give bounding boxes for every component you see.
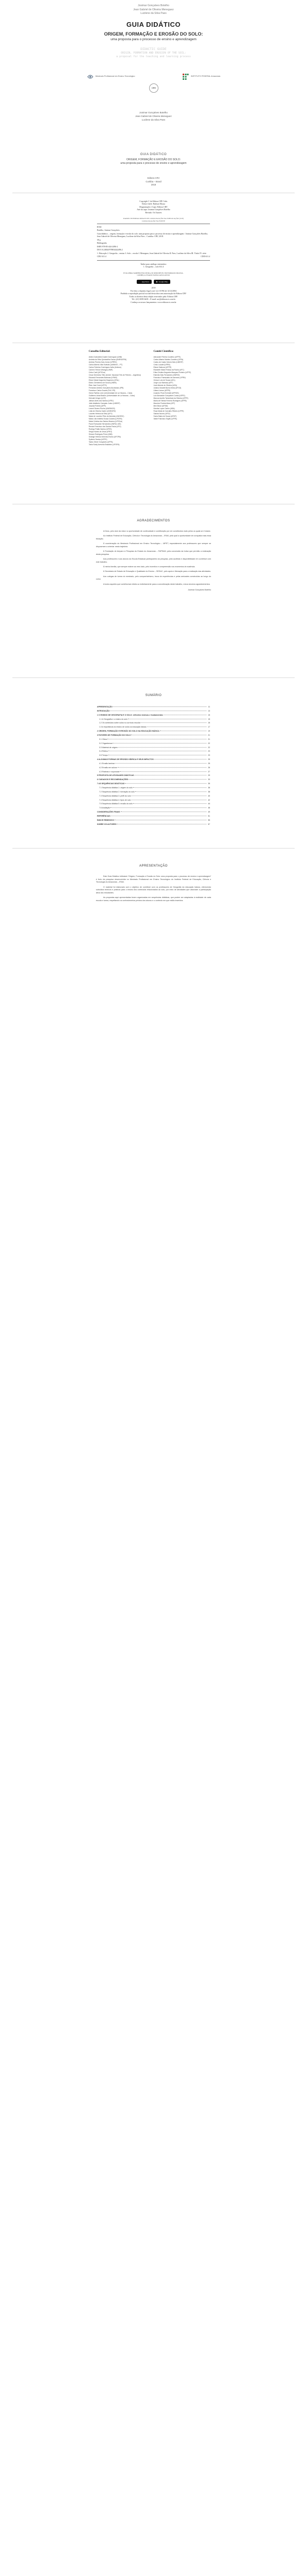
board-member: Cesar Gerônimo Tello (Univer. Nacional Três de Febrero – Argentina) bbox=[89, 374, 141, 376]
note-line: ESTA OBRA TAMBÉM ENCONTRA-SE DISPONÍVEL EM FORMATO DIGITAL. bbox=[123, 272, 184, 274]
board-member: Carlos Alberto Vilar Estêvão (UMINHO – PT) bbox=[89, 363, 123, 366]
toc-label: 4 ALGUMAS FORMAS DE EROSÃO HÍDRICA E SEUS IMPACTOS bbox=[97, 758, 154, 761]
toc-entry[interactable] bbox=[97, 807, 210, 809]
toc-label: 1.1 A Geografia e o ensino do solo bbox=[99, 718, 127, 720]
cover-title: GUIA DIDÁTICO bbox=[126, 20, 181, 28]
toc-label: 7 AS SEQUÊNCIAS DIDÁTICAS bbox=[97, 783, 125, 785]
board-member: Sandra Nunes (UFSJ) bbox=[153, 412, 170, 415]
cover-page bbox=[0, 0, 307, 98]
paragraph: À Fundação de Amparo à Pesquisa do Estado do Amazonas – FAPEAM, pela concessão da bolsa que permitiu a realização desta pesquisa. bbox=[96, 550, 211, 555]
editorial-board bbox=[89, 350, 150, 504]
title-page-publisher bbox=[0, 177, 307, 187]
toc-entry[interactable] bbox=[97, 767, 210, 769]
toc-leader bbox=[133, 787, 206, 788]
board-member: Paulo Romualdo Hernandes (UNIFAL-MG) bbox=[89, 422, 121, 425]
toc-page-number: 16 bbox=[208, 722, 210, 724]
paragraph: As propostas aqui apresentadas foram organizadas em sequências didáticas, que podem ser adaptadas à realidade de cada escola e turma, respeitando os conhecimentos prévios dos alunos e o contexto em que estão inseridos. bbox=[96, 896, 211, 902]
toc-page-number: 21 bbox=[208, 738, 210, 740]
toc-entry[interactable] bbox=[97, 799, 210, 802]
cip-line: DADOS INTERNACIONAIS DE CATALOGAÇÃO NA PUBLICAÇÃO (CIP) bbox=[123, 217, 184, 220]
footer-line: Foi feito o depósito legal conf. Lei 10.994 de 14/12/2004 bbox=[131, 290, 176, 292]
card-line: 58 p. bbox=[97, 239, 101, 241]
toc-entry[interactable] bbox=[97, 762, 210, 765]
toc-label: 7.4 Sequência didática 4: tipos de solo bbox=[99, 799, 131, 801]
paragraph: A Deus, pelo dom da vida e a oportunidade de continuidade e contribuição por ver constituídos mais pelos os quais se é lutado. bbox=[103, 530, 211, 533]
board-member: Luiz Alexandre Gonçalves Cunha (UEPG) bbox=[153, 394, 185, 397]
card-line: 1. Educação 2. Geografia – ensino 3. Solo – erosão I. Meneguez, Jean Gabriel de Oliveira II. Paes, Lucilene da Silva III. Título IV. série bbox=[97, 252, 206, 255]
ifam-logo-icon bbox=[182, 73, 189, 80]
toc-entry[interactable] bbox=[97, 734, 210, 737]
board-member: Leonel Severo Rocha (UNISINOS) bbox=[89, 407, 115, 410]
toc-page-number: 33 bbox=[208, 778, 210, 781]
toc-label: 6 CUIDADOS E RECOMENDAÇÕES bbox=[97, 778, 128, 781]
toc-page-number: 11 bbox=[208, 706, 210, 708]
toc-entry[interactable] bbox=[97, 795, 210, 798]
toc-label: INTRODUÇÃO bbox=[97, 709, 110, 712]
board-member: Gloria Fariñas León (Universidade de La Havana – Cuba) bbox=[89, 392, 133, 394]
toc-label: 3.2 Organismos bbox=[99, 742, 112, 744]
card-line: Guia didático – origem, formação e erosão do solo: uma proposta para o processo de ensino e aprendizagem / Josimar Gonçalves Botelho, Jean Gabriel de Oliveira Meneguez, Lucilene da Silva Paes – Curitiba: CRV, 2018. bbox=[97, 232, 208, 238]
board-member: Carmen Tereza Velanga (UNIR) bbox=[89, 368, 113, 371]
publisher-city: Curitiba – Brasil bbox=[146, 180, 161, 183]
toc-label: 7.5 Sequência didática 5: erosão do solo bbox=[99, 803, 133, 805]
toc-page-number: 35 bbox=[208, 783, 210, 785]
title-page-subtitle-line: ORIGEM, FORMAÇÃO E EROSÃO DO SOLO: bbox=[126, 158, 181, 162]
cover-logos bbox=[87, 70, 220, 83]
board-member: Josania Portela (UFPI) bbox=[89, 404, 106, 407]
toc-page-number: 49 bbox=[208, 811, 210, 814]
cdd-code: CDD 631.4 bbox=[201, 256, 210, 258]
toc-label: 3.4 Relevo bbox=[99, 750, 108, 753]
toc-label: 7.3 Sequência didática 3: perfil do solo bbox=[99, 794, 131, 797]
toc-page-number: 51 bbox=[208, 815, 210, 817]
board-member: Fernando Antônio Gonçalves Alcoforado (IPB) bbox=[89, 386, 124, 389]
board-member: Jailson Alves dos Santos (UFRJ) bbox=[89, 399, 114, 402]
ifam-logo-text: INSTITUTO FEDERAL Amazonas bbox=[190, 75, 220, 78]
toc-page-number: 36 bbox=[208, 786, 210, 789]
title-page bbox=[0, 105, 307, 193]
toc-page-number: 55 bbox=[208, 819, 210, 821]
paragraph: Este Guia Didático intitulado “Origem, Formação e Erosão do Solo: uma proposta para o processo de ensino e aprendizagem” é fruto da pesquisa desenvolvida no Mestrado Profissional em Ensino Tecnológico do Instituto Federal de Educação, Ciência e Tecnologia do Amazonas – IFAM. bbox=[96, 875, 211, 884]
toc-entry[interactable] bbox=[97, 819, 210, 822]
card-line: Botelho, Josimar Gonçalves. bbox=[97, 229, 120, 232]
toc-leader bbox=[121, 811, 206, 812]
toc-entry[interactable] bbox=[97, 754, 210, 757]
paragraph: Ao Instituto Federal de Educação, Ciência e Tecnologia do Amazonas – IFAM, pela qual a oportunidade de conquista mais essa titulação. bbox=[96, 535, 211, 540]
acknowledgements-title: AGRADECIMENTOS bbox=[137, 519, 170, 522]
cover-authors bbox=[0, 0, 307, 16]
board-member: Antônio Pereira Gaio Júnior (UFRRJ) bbox=[89, 361, 117, 363]
board-member: Sérgio Nunes de Jesus (IFRO) bbox=[89, 430, 112, 433]
toc-entry[interactable] bbox=[97, 783, 210, 785]
footer-line: 2018 bbox=[151, 287, 156, 290]
english-subtitle: a proposal for the teaching and learning process bbox=[116, 55, 191, 59]
toc-label: 3 FATORES DE FORMAÇÃO DO SOLO bbox=[97, 734, 131, 736]
board-member: Helmuth Krüger (UCP) bbox=[89, 397, 106, 399]
cover-english-title bbox=[0, 47, 307, 59]
toc-page-number: 27 bbox=[208, 770, 210, 773]
footer-line: Proibida a reprodução parcial ou total desta obra sem autorização da Editora CRV bbox=[120, 293, 187, 295]
toc-leader bbox=[108, 751, 206, 752]
scientific-committee bbox=[154, 350, 215, 504]
toc-page-number: 44 bbox=[208, 803, 210, 805]
board-member: Guillermo Arias Beatón (Universidade de La Havana – Cuba) bbox=[89, 394, 135, 397]
board-member: Elizeu Clementino de Souza (UNEB) bbox=[89, 381, 117, 384]
toc-leader bbox=[132, 795, 206, 796]
author-name: Lucilene da Silva Paes bbox=[141, 118, 166, 121]
board-member: Carlos Alberto Martins Cordeiro (UFPA) bbox=[153, 358, 184, 361]
board-member: Sydione Santos (UEPG) bbox=[89, 438, 107, 440]
summary-page bbox=[0, 678, 307, 848]
toc-label: 1.3 A importância do ensino de solos na educação básica bbox=[99, 726, 147, 728]
editorial-board-title: Conselho Editorial: bbox=[89, 350, 110, 353]
toc-label: 5 PROPOSTA DE ATIVIDADES DIDÁTICAS bbox=[97, 774, 134, 777]
toc-page-number: 40 bbox=[208, 794, 210, 797]
catalog-card bbox=[97, 224, 210, 261]
toc-entry[interactable] bbox=[97, 815, 210, 818]
board-member: Francisco Carlos Duarte (PUC-PR) bbox=[89, 389, 116, 392]
toc-leader bbox=[110, 710, 206, 711]
toc-page-number: 19 bbox=[208, 730, 210, 733]
board-member: Solange Helena Ximenes-Rocha (UFOPA) bbox=[89, 435, 121, 438]
toc-page-number: 21 bbox=[208, 734, 210, 736]
toc-entry[interactable] bbox=[97, 823, 210, 826]
toc-label: 7.2 Sequência didática 2: formação do solo bbox=[99, 790, 135, 793]
board-member: Sonia Maria de Souza (UFMT) bbox=[153, 415, 177, 417]
toc-entry[interactable] bbox=[97, 787, 210, 789]
copyright-line: Diagramação e Capa: Editora CRV bbox=[139, 206, 168, 208]
store-badges bbox=[97, 280, 210, 284]
board-member: Renato Francisco dos Santos Paula (UFG) bbox=[89, 425, 121, 428]
index-title: Índice para catálogo sistemático bbox=[140, 263, 167, 265]
toc-entry[interactable] bbox=[97, 811, 210, 814]
english-label: DIDACTIC GUIDE bbox=[140, 47, 167, 51]
toc-page-number: 29 bbox=[208, 774, 210, 777]
toc-entry[interactable] bbox=[97, 714, 210, 717]
board-member: Tadeu Oliver Gonçalves (UFPA) bbox=[89, 440, 113, 443]
board-member: Nicolás Lopez Osório (UBA) bbox=[153, 407, 175, 410]
toc-label: 3.3 Material de origem bbox=[99, 746, 118, 749]
board-member: Maurício Portela Maia (UFF) bbox=[153, 402, 175, 404]
page-gap bbox=[0, 98, 307, 105]
toc-label: 7.6 Avaliação bbox=[99, 807, 110, 809]
toc-entry[interactable] bbox=[97, 791, 210, 793]
board-member: Celso Conti (UFSCar) bbox=[89, 371, 106, 374]
copyright-line: Editor-chefe: Railson Moura bbox=[142, 203, 165, 206]
card-line: ISBN 978-85-444-2496-2 bbox=[97, 245, 118, 248]
paragraph: O material foi elaborado com o objetivo de contribuir com os professores de Geografia da educação básica, oferecendo subsídios teóricos e práticos para o ensino dos conteúdos relacionados ao solo, por meio de atividades que valorizam a participação ativa dos estudantes. bbox=[96, 886, 211, 894]
toc-page-number: 22 bbox=[208, 742, 210, 744]
toc-label: 3.5 Tempo bbox=[99, 754, 108, 757]
toc-label: CONSIDERAÇÕES FINAIS bbox=[97, 811, 120, 814]
board-member: Maria de Lourdes Pinto de Almeida (UNOESC) bbox=[89, 415, 124, 417]
toc-page-number: 15 bbox=[208, 718, 210, 720]
board-member: Maria Cristina dos Santos Bezerra (UFSCar) bbox=[89, 420, 123, 422]
toc-entry[interactable] bbox=[97, 747, 210, 749]
systematic-index bbox=[97, 263, 210, 269]
toc-entry[interactable] bbox=[97, 706, 210, 708]
toc-label: ÍNDICE REMISSIVO bbox=[97, 819, 115, 821]
publisher-name: Editora CRV bbox=[147, 177, 160, 180]
toc-page-number: 26 bbox=[208, 766, 210, 769]
toc-label: REFERÊNCIAS bbox=[97, 815, 110, 817]
toc-leader bbox=[120, 771, 206, 772]
title-authors bbox=[0, 111, 307, 122]
board-member: Lisandro Pezzi Schmidt (UFRGS) bbox=[153, 392, 179, 394]
board-member: Jorge Luiz Barbosa (UFF) bbox=[153, 381, 173, 384]
board-member: Rosa Maria de Carvalho Ribeiro (UFPE) bbox=[153, 410, 184, 412]
index-line: 1. Geografia – solo 631.4 bbox=[143, 266, 164, 268]
toc-page-number: 23 bbox=[208, 750, 210, 753]
toc-page-number: 15 bbox=[208, 714, 210, 716]
toc-entry[interactable] bbox=[97, 774, 210, 777]
toc-page-number: 23 bbox=[208, 754, 210, 757]
toc-page-number: 25 bbox=[208, 758, 210, 761]
toc-entry[interactable] bbox=[97, 758, 210, 761]
board-member: Valdir Francisco Sayão (UFPA) bbox=[153, 417, 177, 420]
toc-leader bbox=[118, 747, 206, 748]
toc-label: SOBRE OS AUTORES bbox=[97, 823, 117, 825]
table-of-contents bbox=[97, 706, 210, 825]
editorial-board-page bbox=[0, 343, 307, 504]
mpet-logo-icon bbox=[87, 73, 94, 80]
toc-entry[interactable] bbox=[97, 742, 210, 745]
board-member: Liliana Lemos (UFPB) bbox=[153, 389, 170, 392]
paragraph: Aos professores e aos alunos da Escola Estadual participantes da pesquisa, pela acolhida e disponibilidade em contribuir com este trabalho. bbox=[96, 558, 211, 563]
board-member: Maria de Fátima Ferreira Rodrigues (UFPB) bbox=[153, 399, 187, 402]
toc-label: 7.1 Sequência didática 1: origem do solo bbox=[99, 786, 133, 789]
toc-leader bbox=[115, 763, 206, 764]
crv-publisher-mark: CRV bbox=[149, 83, 158, 93]
toc-leader bbox=[135, 775, 206, 776]
toc-page-number: 38 bbox=[208, 790, 210, 793]
ifam-logo bbox=[182, 73, 220, 80]
toc-entry[interactable] bbox=[97, 803, 210, 805]
toc-page-number: 25 bbox=[208, 762, 210, 765]
board-member: Gerson Luis de Souza (UEL) bbox=[153, 379, 175, 381]
cip-heading bbox=[97, 217, 210, 222]
board-member: Élsio José Corá (UFFS) bbox=[89, 384, 107, 386]
mpet-logo bbox=[87, 73, 135, 80]
paragraph: Aos colegas de turma do mestrado, pelo companheirismo, troca de experiências e pelas amizades construídas ao longo do curso. bbox=[96, 575, 211, 581]
note-line: CONHEÇA E BAIXE NOSSO APLICATIVO! bbox=[137, 274, 170, 277]
toc-entry[interactable] bbox=[97, 738, 210, 741]
toc-entry[interactable] bbox=[97, 722, 210, 724]
board-member: Erika Cristina Nogueira Marques Pinheiro (UFPE) bbox=[153, 371, 191, 374]
google-play-badge[interactable] bbox=[154, 280, 170, 284]
toc-leader bbox=[113, 706, 206, 707]
board-member: Tania Suely Azevedo Brasileiro (UFOPA) bbox=[89, 443, 120, 446]
board-member: Eduardo Fernandes Barbosa (UFMG) bbox=[89, 376, 118, 379]
toc-label: 1.2 Os conteúdos sobre solos no currículo escolar bbox=[99, 722, 140, 724]
editorial-board-list bbox=[89, 356, 150, 446]
mpet-logo-text: Mestrado Profissional em Ensino Tecnológico bbox=[95, 75, 135, 78]
board-member: Aldira Guimarães Duarte Domínguez (UNB) bbox=[89, 355, 122, 358]
toc-leader bbox=[135, 791, 206, 792]
acknowledgements-page bbox=[0, 504, 307, 677]
toc-page-number: 22 bbox=[208, 746, 210, 749]
toc-entry[interactable] bbox=[97, 778, 210, 781]
author-name: Jean Gabriel de Oliveira Meneguez bbox=[133, 8, 174, 11]
toc-page-number: 17 bbox=[208, 726, 210, 728]
scientific-committee-list bbox=[154, 356, 215, 420]
presentation-title: APRESENTAÇÃO bbox=[139, 865, 168, 868]
toc-entry[interactable] bbox=[97, 730, 210, 733]
board-member: João Adalberto Campato Junior (UNESP) bbox=[89, 402, 120, 404]
paragraph: À minha família, que sempre esteve ao meu lado, pelo incentivo e compreensão nos momentos de ausência. bbox=[103, 566, 196, 568]
board-member: Eliane Dalmora (UFPR) bbox=[153, 366, 172, 368]
card-line: Bibliografia bbox=[97, 242, 107, 245]
copyright-line: Arte da capa: Josimar Gonçalves Botelho bbox=[137, 209, 170, 211]
card-code: B748 bbox=[97, 226, 102, 228]
toc-leader bbox=[110, 807, 206, 808]
acknowledgements-signature: Josimar Gonçalves Botelho bbox=[188, 589, 211, 591]
toc-page-number: 57 bbox=[208, 823, 210, 825]
cover-subtitle-2: uma proposta para o processo de ensino e aprendizagem bbox=[110, 38, 197, 42]
toc-leader bbox=[125, 783, 206, 784]
footer-line: Tel.: (41) 3039-6418 – E-mail: sac@editoracrv.com.br bbox=[132, 298, 175, 301]
board-member: José Aldemir de Oliveira (UEA) bbox=[153, 384, 177, 386]
paragraph: À Secretaria de Estado de Educação e Qualidade do Ensino – SEDUC, pelo apoio e liberação para a realização das atividades. bbox=[103, 570, 211, 573]
board-member: Simone Rodrigues Pinto (UNB) bbox=[89, 433, 112, 435]
board-member: Meri Bezzi (UFSM) bbox=[153, 404, 168, 407]
toc-label: 4.3 Ravinas e voçorocas bbox=[99, 770, 120, 773]
app-store-label: App Store bbox=[141, 280, 149, 283]
digital-note bbox=[97, 272, 210, 277]
toc-label: APRESENTAÇÃO bbox=[97, 706, 112, 708]
footer-line: Conheça os nossos lançamentos: www.editoracrv.com.br bbox=[131, 301, 176, 303]
card-line: DOI 10.24824/978854442496.2 bbox=[97, 249, 123, 251]
board-member: Alexandre Pereira Coutinho (UFPE) bbox=[153, 355, 181, 358]
toc-label: 2 ORIGEM, FORMAÇÃO E EROSÃO DO SOLO NA EDUCAÇÃO BÁSICA bbox=[97, 730, 159, 733]
summary-title: SUMÁRIO bbox=[145, 694, 162, 697]
board-member: Maria Lília Imbiriba Sousa Colares (UFOPA) bbox=[89, 417, 122, 420]
board-member: Francisco Fransualdo de Azevedo (UFRN) bbox=[153, 376, 186, 379]
board-member: Elizabeth Maria Feitosa da Rocha (UFC) bbox=[153, 368, 184, 371]
toc-leader bbox=[118, 767, 206, 768]
cdu-code: CDU 631.4 bbox=[97, 256, 106, 258]
title-page-subtitle bbox=[0, 158, 307, 165]
toc-entry[interactable] bbox=[97, 710, 210, 713]
app-store-badge[interactable] bbox=[137, 280, 152, 284]
play-icon: ▶ bbox=[155, 280, 157, 283]
english-title: ORIGIN, FORMATION AND EROSION OF THE SOIL: bbox=[121, 52, 186, 55]
presentation-body bbox=[96, 875, 211, 902]
toc-label: 4.1 Erosão laminar bbox=[99, 762, 115, 765]
copyright-line: Revisão: Os Autores bbox=[145, 211, 162, 214]
board-member: Rodrigo Pratte-Santos (UFES) bbox=[89, 428, 112, 430]
paragraph: A todos aqueles que contribuíram direta ou indiretamente para a concretização deste trabalho, meus sinceros agradecimentos. bbox=[103, 583, 211, 585]
scientific-committee-title: Comitê Científico: bbox=[153, 350, 174, 353]
board-member: Estevão Dias Fernandes (UNIRIO) bbox=[153, 374, 180, 376]
toc-entry[interactable] bbox=[97, 750, 210, 753]
copyright-block bbox=[97, 200, 210, 214]
cover-subtitle: ORIGEM, FORMAÇÃO E EROSÃO DO SOLO: bbox=[104, 31, 203, 37]
footer-line: Todos os direitos desta edição reservados pela: Editora CRV bbox=[129, 295, 178, 298]
cip-line: CATALOGAÇÃO NA FONTE bbox=[141, 219, 166, 222]
google-play-label: Google Play bbox=[158, 280, 167, 283]
apple-icon bbox=[139, 281, 141, 283]
classification-row bbox=[97, 256, 210, 258]
board-member: Carlos de Castro Neves Neto (UNESP) bbox=[153, 361, 183, 363]
author-name: Josimar Gonçalves Botelho bbox=[138, 4, 169, 7]
title-page-subtitle-line: uma proposta para o processo de ensino e aprendizagem bbox=[120, 162, 187, 165]
board-member: Carlos Federico Dominguez Avila (Unieuro) bbox=[89, 366, 122, 368]
toc-label: 4.2 Erosão em sulcos bbox=[99, 766, 117, 769]
board-member: Celso Locatel (UFRN) bbox=[153, 363, 170, 366]
author-name: Jean Gabriel de Oliveira Meneguez bbox=[135, 114, 172, 117]
paragraph: À coordenação do Mestrado Profissional em Ensino Tecnológico – MPET, especialmente aos professores que sempre se dispuseram a orientar nesta trajetória. bbox=[96, 543, 211, 548]
board-member: Elione Maria Nogueira Diogenes (UFAL) bbox=[89, 379, 119, 381]
board-member: Lídia de Oliveira Xavier (UNIEURO) bbox=[89, 410, 116, 412]
toc-page-number: 13 bbox=[208, 709, 210, 712]
acknowledgements-body bbox=[96, 530, 211, 586]
presentation-page bbox=[0, 849, 307, 2576]
board-member: Marcos Aurélio Tarlombani da Silveira (UFPR) bbox=[153, 397, 188, 399]
toc-entry[interactable] bbox=[97, 726, 210, 728]
author-name: Lucilene da Silva Paes bbox=[140, 12, 167, 15]
toc-page-number: 42 bbox=[208, 799, 210, 801]
board-member: Juliana Grasiéli Bueno Mota (UFGD) bbox=[153, 386, 182, 389]
toc-label: 1 O ENSINO DE GEOGRAFIA E O SOLO: reflexões teóricas e fundamentais bbox=[97, 714, 163, 716]
copyright-line: Copyright © da Editora CRV Ltda. bbox=[139, 200, 168, 202]
board-member: Lourdes Helena da Silva (UFV) bbox=[89, 412, 112, 415]
legal-footer bbox=[97, 287, 210, 304]
toc-page-number: 46 bbox=[208, 807, 210, 809]
toc-entry[interactable] bbox=[97, 771, 210, 773]
toc-entry[interactable] bbox=[97, 718, 210, 721]
catalog-page bbox=[0, 193, 307, 343]
toc-label: 3.1 Clima bbox=[99, 738, 107, 740]
board-member: Andréia da Silva Quintanilha Sousa (UNIR/UFRN) bbox=[89, 358, 127, 361]
author-name: Josimar Gonçalves Botelho bbox=[139, 111, 168, 114]
publisher-year: 2018 bbox=[151, 183, 156, 187]
title-page-title: GUIA DIDÁTICO bbox=[140, 153, 167, 157]
